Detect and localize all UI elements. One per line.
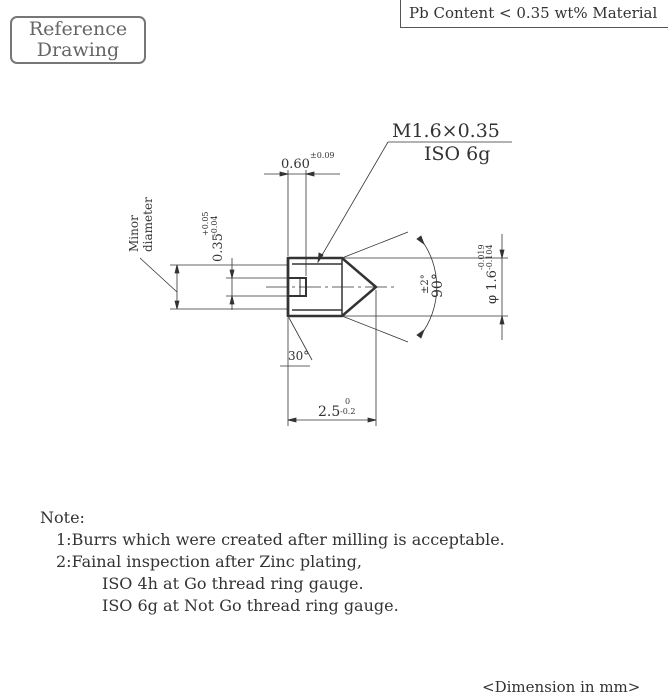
length-value: 2.5 (318, 404, 341, 420)
slot-depth-tol-lower: -0.04 (210, 215, 219, 236)
diameter-value: φ 1.6 (485, 270, 500, 304)
note-title: Note: (40, 508, 85, 527)
dimension-unit-label: <Dimension in mm> (482, 678, 641, 696)
slot-width-value: 0.60 (281, 157, 310, 172)
note-line-3: ISO 4h at Go thread ring gauge. (102, 574, 364, 593)
slot-width-dimension (264, 170, 340, 276)
reference-line-1: Reference (28, 18, 128, 40)
point-angle-value: 90° (430, 273, 446, 298)
note-line-1: 1:Burrs which were created after milling is acceptable. (56, 530, 505, 549)
slot-depth-tol-upper: +0.05 (201, 211, 210, 236)
minor-diameter-label-2: diameter (141, 197, 155, 252)
reference-line-2: Drawing (36, 39, 120, 61)
thread-tolerance: ISO 6g (424, 143, 491, 165)
minor-diameter-label-1: Minor (127, 215, 141, 252)
length-tol-lower: -0.2 (340, 407, 356, 416)
note-line-4: ISO 6g at Not Go thread ring gauge. (102, 596, 399, 615)
diameter-tol-upper: -0.019 (477, 244, 486, 270)
diameter-tol-lower: -0.104 (485, 244, 494, 270)
note-line-2: 2:Fainal inspection after Zinc plating, (56, 552, 362, 571)
length-tol-upper: 0 (345, 397, 351, 406)
material-note: Pb Content < 0.35 wt% Material (409, 4, 658, 22)
chamfer-dimension (280, 316, 312, 372)
minor-diameter-dimension (140, 258, 288, 310)
point-angle-tolerance: ±2° (420, 274, 431, 294)
chamfer-value: 30° (288, 349, 310, 363)
slot-depth-value: 0.35 (211, 233, 226, 262)
thread-spec: M1.6×0.35 (392, 120, 500, 142)
slot-width-tolerance: ±0.09 (310, 151, 335, 160)
